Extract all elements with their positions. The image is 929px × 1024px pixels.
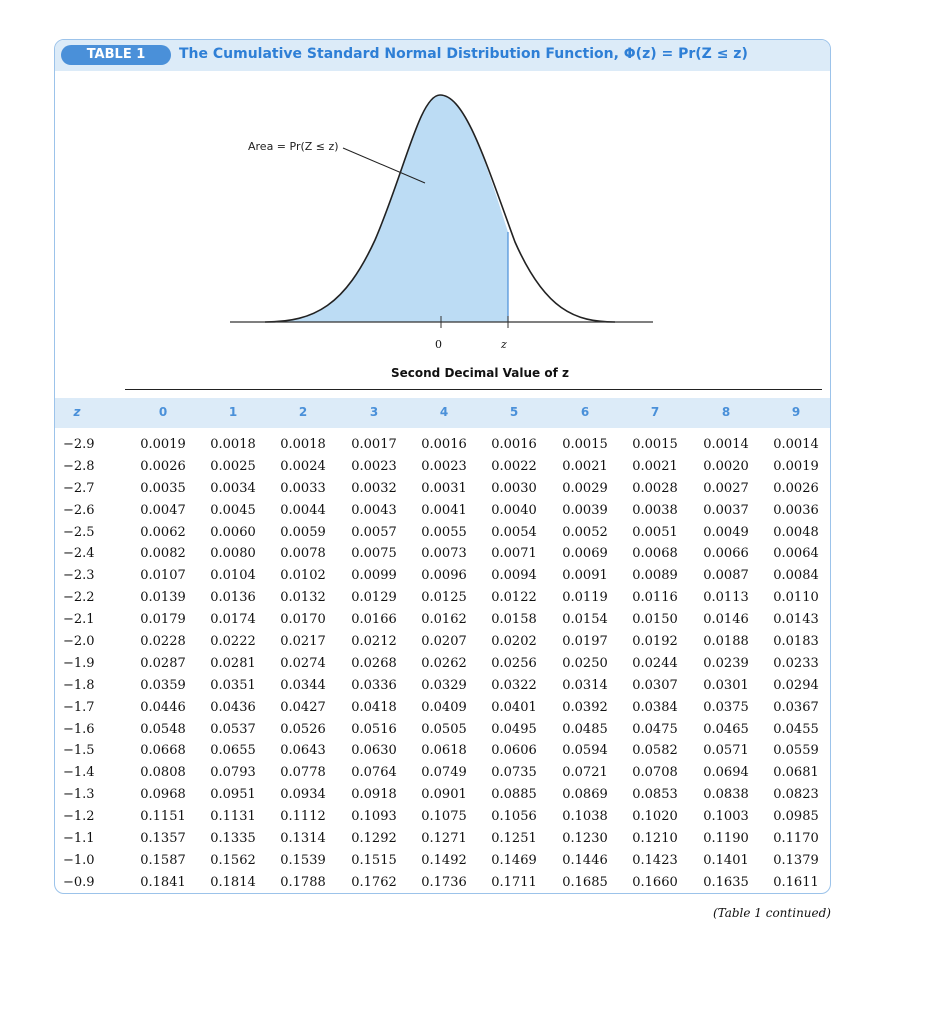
table-cell: 0.0409 [421, 699, 467, 715]
table-cell: 0.0069 [562, 546, 608, 562]
row-z-value: −0.9 [63, 874, 95, 890]
table-cell: 0.0025 [210, 458, 256, 474]
table-cell: 0.0217 [280, 634, 326, 650]
table-cell: 0.0110 [773, 590, 819, 606]
table-row [55, 631, 830, 653]
table-cell: 0.0314 [562, 677, 608, 693]
table-cell: 0.1660 [632, 874, 678, 890]
table-cell: 0.0174 [210, 612, 256, 628]
table-cell: 0.1292 [351, 831, 397, 847]
table-cell: 0.1736 [421, 874, 467, 890]
table-cell: 0.0455 [773, 721, 819, 737]
table-cell: 0.0036 [773, 502, 819, 518]
table-cell: 0.0040 [491, 502, 537, 518]
column-header: 8 [721, 405, 731, 419]
table-cell: 0.0034 [210, 480, 256, 496]
column-header: 5 [509, 405, 519, 419]
table-cell: 0.0059 [280, 524, 326, 540]
row-z-value: −2.9 [63, 437, 95, 452]
normal-curve-figure [225, 90, 655, 340]
table-cell: 0.0116 [632, 590, 678, 606]
table-cell: 0.0548 [140, 721, 186, 737]
table-cell: 0.0016 [491, 437, 537, 452]
table-cell: 0.0838 [703, 787, 749, 803]
table-cell: 0.0901 [421, 787, 467, 803]
table-cell: 0.0099 [351, 568, 397, 584]
table-cell: 0.0066 [703, 546, 749, 562]
row-z-value: −1.0 [63, 852, 95, 868]
tick-zero-label: 0 [435, 338, 442, 351]
row-z-value: −1.7 [63, 699, 95, 715]
table-cell: 0.0721 [562, 765, 608, 781]
row-z-value: −1.1 [63, 831, 95, 847]
table-title: The Cumulative Standard Normal Distribution Function, Φ(z) = Pr(Z ≤ z) [179, 46, 748, 62]
table-cell: 0.0020 [703, 458, 749, 474]
table-cell: 0.0166 [351, 612, 397, 628]
table-body [55, 434, 830, 894]
table-cell: 0.0336 [351, 677, 397, 693]
table-cell: 0.1814 [210, 874, 256, 890]
table-cell: 0.0367 [773, 699, 819, 715]
table-cell: 0.0392 [562, 699, 608, 715]
table-cell: 0.0015 [632, 437, 678, 452]
column-header-row [55, 398, 830, 428]
table-cell: 0.0668 [140, 743, 186, 759]
table-cell: 0.0060 [210, 524, 256, 540]
table-cell: 0.0183 [773, 634, 819, 650]
table-cell: 0.0778 [280, 765, 326, 781]
table-row [55, 609, 830, 631]
table-cell: 0.0281 [210, 655, 256, 671]
table-cell: 0.0655 [210, 743, 256, 759]
table-cell: 0.0764 [351, 765, 397, 781]
table-cell: 0.0427 [280, 699, 326, 715]
table-cell: 0.1056 [491, 809, 537, 825]
table-cell: 0.0051 [632, 524, 678, 540]
column-header: 1 [228, 405, 238, 419]
table-cell: 0.0537 [210, 721, 256, 737]
table-cell: 0.0136 [210, 590, 256, 606]
table-cell: 0.0019 [773, 458, 819, 474]
row-z-value: −2.2 [63, 590, 95, 606]
table-cell: 0.0158 [491, 612, 537, 628]
table-cell: 0.0078 [280, 546, 326, 562]
table-cell: 0.1151 [140, 809, 186, 825]
table-cell: 0.1401 [703, 852, 749, 868]
continued-note: (Table 1 continued) [712, 906, 831, 920]
table-cell: 0.0918 [351, 787, 397, 803]
table-cell: 0.0032 [351, 480, 397, 496]
table-cell: 0.0162 [421, 612, 467, 628]
table-cell: 0.0024 [280, 458, 326, 474]
table-cell: 0.0192 [632, 634, 678, 650]
table-cell: 0.0026 [140, 458, 186, 474]
table-cell: 0.0643 [280, 743, 326, 759]
table-cell: 0.0018 [280, 437, 326, 452]
row-z-value: −2.5 [63, 524, 95, 540]
table-cell: 0.0080 [210, 546, 256, 562]
table-cell: 0.0044 [280, 502, 326, 518]
table-cell: 0.0885 [491, 787, 537, 803]
table-cell: 0.0329 [421, 677, 467, 693]
table-row [55, 456, 830, 478]
table-cell: 0.0853 [632, 787, 678, 803]
table-cell: 0.1075 [421, 809, 467, 825]
table-cell: 0.0418 [351, 699, 397, 715]
row-z-value: −1.3 [63, 787, 95, 803]
table-cell: 0.0062 [140, 524, 186, 540]
table-cell: 0.0968 [140, 787, 186, 803]
table-cell: 0.1230 [562, 831, 608, 847]
table-cell: 0.0294 [773, 677, 819, 693]
table-cell: 0.0222 [210, 634, 256, 650]
table-cell: 0.0073 [421, 546, 467, 562]
table-cell: 0.0064 [773, 546, 819, 562]
table-cell: 0.0485 [562, 721, 608, 737]
table-cell: 0.0869 [562, 787, 608, 803]
row-z-value: −2.7 [63, 480, 95, 496]
table-cell: 0.0202 [491, 634, 537, 650]
table-cell: 0.0212 [351, 634, 397, 650]
table-cell: 0.1611 [773, 874, 819, 890]
table-cell: 0.1335 [210, 831, 256, 847]
table-row [55, 675, 830, 697]
table-cell: 0.0526 [280, 721, 326, 737]
table-cell: 0.0934 [280, 787, 326, 803]
table-cell: 0.0681 [773, 765, 819, 781]
table-cell: 0.0244 [632, 655, 678, 671]
table-cell: 0.1711 [491, 874, 537, 890]
table-cell: 0.0793 [210, 765, 256, 781]
table-cell: 0.0018 [210, 437, 256, 452]
table-cell: 0.0495 [491, 721, 537, 737]
table-cell: 0.1131 [210, 809, 256, 825]
column-header: 9 [791, 405, 801, 419]
table-cell: 0.0322 [491, 677, 537, 693]
table-cell: 0.0102 [280, 568, 326, 584]
table-cell: 0.1841 [140, 874, 186, 890]
row-z-value: −2.0 [63, 634, 95, 650]
table-cell: 0.1379 [773, 852, 819, 868]
table-cell: 0.0031 [421, 480, 467, 496]
table-cell: 0.1515 [351, 852, 397, 868]
table-cell: 0.0179 [140, 612, 186, 628]
table-row [55, 500, 830, 522]
table-cell: 0.0143 [773, 612, 819, 628]
table-row [55, 740, 830, 762]
table-caption: Second Decimal Value of z [391, 366, 569, 380]
column-header: 6 [580, 405, 590, 419]
table-cell: 0.0021 [562, 458, 608, 474]
table-cell: 0.1469 [491, 852, 537, 868]
table-cell: 0.0035 [140, 480, 186, 496]
table-cell: 0.0359 [140, 677, 186, 693]
table-cell: 0.1020 [632, 809, 678, 825]
table-cell: 0.0052 [562, 524, 608, 540]
table-cell: 0.0384 [632, 699, 678, 715]
table-cell: 0.0119 [562, 590, 608, 606]
table-cell: 0.0014 [703, 437, 749, 452]
table-cell: 0.0630 [351, 743, 397, 759]
table-cell: 0.1251 [491, 831, 537, 847]
column-header: 7 [650, 405, 660, 419]
row-z-value: −2.3 [63, 568, 95, 584]
table-cell: 0.0951 [210, 787, 256, 803]
table-row [55, 828, 830, 850]
row-z-value: −2.1 [63, 612, 95, 628]
table-cell: 0.1210 [632, 831, 678, 847]
table-row [55, 872, 830, 894]
table-cell: 0.1635 [703, 874, 749, 890]
table-cell: 0.0228 [140, 634, 186, 650]
table-cell: 0.0735 [491, 765, 537, 781]
table-cell: 0.0559 [773, 743, 819, 759]
table-cell: 0.0038 [632, 502, 678, 518]
table-cell: 0.0262 [421, 655, 467, 671]
table-cell: 0.0268 [351, 655, 397, 671]
table-row [55, 565, 830, 587]
table-number-tag: TABLE 1 [61, 45, 171, 65]
tick-z-label: z [501, 338, 507, 351]
table-cell: 0.1685 [562, 874, 608, 890]
table-cell: 0.0307 [632, 677, 678, 693]
table-header-band [55, 40, 830, 71]
table-cell: 0.1038 [562, 809, 608, 825]
table-row [55, 543, 830, 565]
table-cell: 0.0749 [421, 765, 467, 781]
table-cell: 0.0030 [491, 480, 537, 496]
table-row [55, 719, 830, 741]
table-cell: 0.0054 [491, 524, 537, 540]
column-header: 0 [158, 405, 168, 419]
table-cell: 0.0239 [703, 655, 749, 671]
table-cell: 0.0022 [491, 458, 537, 474]
table-cell: 0.0146 [703, 612, 749, 628]
table-cell: 0.0694 [703, 765, 749, 781]
table-cell: 0.0571 [703, 743, 749, 759]
table-cell: 0.0055 [421, 524, 467, 540]
table-cell: 0.0188 [703, 634, 749, 650]
table-cell: 0.0250 [562, 655, 608, 671]
table-cell: 0.0129 [351, 590, 397, 606]
table-cell: 0.0089 [632, 568, 678, 584]
table-cell: 0.0096 [421, 568, 467, 584]
table-cell: 0.0082 [140, 546, 186, 562]
table-row [55, 587, 830, 609]
table-cell: 0.0084 [773, 568, 819, 584]
table-cell: 0.0446 [140, 699, 186, 715]
table-cell: 0.0401 [491, 699, 537, 715]
table-row [55, 522, 830, 544]
table-cell: 0.0122 [491, 590, 537, 606]
table-cell: 0.0045 [210, 502, 256, 518]
table-frame [54, 39, 831, 894]
row-z-value: −2.8 [63, 458, 95, 474]
table-cell: 0.0197 [562, 634, 608, 650]
table-cell: 0.0041 [421, 502, 467, 518]
table-cell: 0.0154 [562, 612, 608, 628]
table-cell: 0.0344 [280, 677, 326, 693]
column-header: 3 [369, 405, 379, 419]
table-cell: 0.0019 [140, 437, 186, 452]
table-cell: 0.1190 [703, 831, 749, 847]
table-cell: 0.1271 [421, 831, 467, 847]
table-cell: 0.1423 [632, 852, 678, 868]
table-cell: 0.0087 [703, 568, 749, 584]
table-cell: 0.0057 [351, 524, 397, 540]
row-z-value: −1.9 [63, 655, 95, 671]
row-z-value: −2.6 [63, 502, 95, 518]
table-cell: 0.0029 [562, 480, 608, 496]
table-cell: 0.0023 [421, 458, 467, 474]
row-z-value: −1.4 [63, 765, 95, 781]
table-cell: 0.0233 [773, 655, 819, 671]
table-cell: 0.0274 [280, 655, 326, 671]
table-cell: 0.0091 [562, 568, 608, 584]
table-cell: 0.0708 [632, 765, 678, 781]
table-row [55, 850, 830, 872]
table-cell: 0.0071 [491, 546, 537, 562]
table-cell: 0.0039 [562, 502, 608, 518]
area-label: Area = Pr(Z ≤ z) [248, 140, 339, 153]
table-cell: 0.1562 [210, 852, 256, 868]
row-z-value: −1.2 [63, 809, 95, 825]
table-cell: 0.0505 [421, 721, 467, 737]
table-cell: 0.0027 [703, 480, 749, 496]
table-cell: 0.1357 [140, 831, 186, 847]
table-cell: 0.0823 [773, 787, 819, 803]
table-row [55, 762, 830, 784]
row-z-value: −2.4 [63, 546, 95, 562]
table-cell: 0.0132 [280, 590, 326, 606]
table-row [55, 478, 830, 500]
table-cell: 0.0465 [703, 721, 749, 737]
table-cell: 0.1093 [351, 809, 397, 825]
table-cell: 0.0113 [703, 590, 749, 606]
table-cell: 0.0028 [632, 480, 678, 496]
table-row [55, 653, 830, 675]
table-cell: 0.0808 [140, 765, 186, 781]
row-z-value: −1.8 [63, 677, 95, 693]
table-cell: 0.0033 [280, 480, 326, 496]
table-cell: 0.0606 [491, 743, 537, 759]
table-row [55, 434, 830, 456]
table-cell: 0.0037 [703, 502, 749, 518]
table-cell: 0.0150 [632, 612, 678, 628]
table-cell: 0.1788 [280, 874, 326, 890]
table-cell: 0.0026 [773, 480, 819, 496]
table-cell: 0.0075 [351, 546, 397, 562]
table-row [55, 806, 830, 828]
table-cell: 0.0139 [140, 590, 186, 606]
table-cell: 0.0017 [351, 437, 397, 452]
column-header: 2 [298, 405, 308, 419]
table-cell: 0.1112 [280, 809, 326, 825]
table-cell: 0.1587 [140, 852, 186, 868]
table-cell: 0.0021 [632, 458, 678, 474]
table-cell: 0.0094 [491, 568, 537, 584]
table-cell: 0.0107 [140, 568, 186, 584]
row-z-value: −1.6 [63, 721, 95, 737]
table-cell: 0.0256 [491, 655, 537, 671]
table-cell: 0.1492 [421, 852, 467, 868]
table-cell: 0.0594 [562, 743, 608, 759]
table-cell: 0.0582 [632, 743, 678, 759]
table-cell: 0.0049 [703, 524, 749, 540]
table-cell: 0.0170 [280, 612, 326, 628]
z-column-header: z [73, 405, 81, 419]
table-cell: 0.0436 [210, 699, 256, 715]
table-cell: 0.0043 [351, 502, 397, 518]
table-cell: 0.0301 [703, 677, 749, 693]
table-cell: 0.0047 [140, 502, 186, 518]
table-cell: 0.0016 [421, 437, 467, 452]
row-z-value: −1.5 [63, 743, 95, 759]
table-cell: 0.0207 [421, 634, 467, 650]
table-cell: 0.1170 [773, 831, 819, 847]
table-cell: 0.1539 [280, 852, 326, 868]
table-cell: 0.0516 [351, 721, 397, 737]
table-cell: 0.1003 [703, 809, 749, 825]
column-header: 4 [439, 405, 449, 419]
table-row [55, 784, 830, 806]
table-cell: 0.0023 [351, 458, 397, 474]
table-cell: 0.0287 [140, 655, 186, 671]
table-cell: 0.0351 [210, 677, 256, 693]
table-cell: 0.1762 [351, 874, 397, 890]
table-cell: 0.0125 [421, 590, 467, 606]
table-cell: 0.0375 [703, 699, 749, 715]
table-cell: 0.0015 [562, 437, 608, 452]
table-cell: 0.0618 [421, 743, 467, 759]
table-cell: 0.1446 [562, 852, 608, 868]
table-cell: 0.0985 [773, 809, 819, 825]
table-cell: 0.0475 [632, 721, 678, 737]
table-cell: 0.0068 [632, 546, 678, 562]
table-row [55, 697, 830, 719]
caption-rule [125, 389, 822, 390]
table-cell: 0.0014 [773, 437, 819, 452]
table-cell: 0.0048 [773, 524, 819, 540]
table-cell: 0.0104 [210, 568, 256, 584]
table-cell: 0.1314 [280, 831, 326, 847]
